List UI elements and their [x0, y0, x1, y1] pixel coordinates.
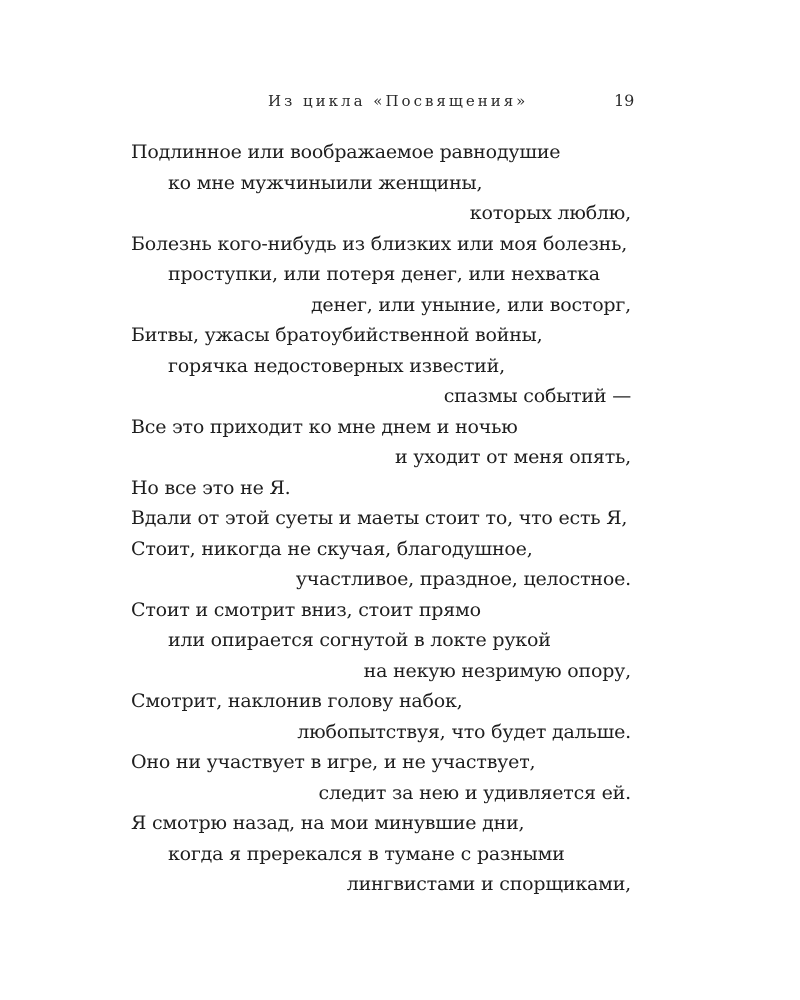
poem-line: ко мне мужчиныили женщины, [168, 171, 483, 194]
poem-line: проступки, или потеря денег, или нехватка [168, 263, 600, 285]
poem-line: любопытствуя, что будет дальше. [297, 720, 631, 743]
poem-line: Битвы, ужасы братоубийственной войны, [131, 324, 543, 346]
poem-line: Стоит, никогда не скучая, благодушное, [131, 537, 533, 560]
poem-line: лингвистами и спорщиками, [346, 873, 631, 895]
poem-line: и уходит от меня опять, [394, 446, 631, 468]
poem-line: Подлинное или воображаемое равнодушие [131, 141, 561, 163]
poem-line: Болезнь кого-нибудь из близких или моя болезнь, [131, 232, 628, 255]
poem-line: денег, или уныние, или восторг, [310, 293, 631, 316]
poem-line: Смотрит, наклонив голову набок, [131, 690, 463, 712]
page-number: 19 [614, 91, 635, 110]
poem-line: когда я пререкался в тумане с разными [168, 842, 565, 865]
poem-body [131, 137, 631, 900]
poem-line: следит за нею и удивляется ей. [318, 781, 631, 804]
poem-line: Оно ни участвует в игре, и не участвует, [131, 751, 536, 773]
poem-line: спазмы событий — [443, 385, 631, 407]
poem-line: Вдали от этой суеты и маеты стоит то, что есть Я, [131, 507, 628, 529]
poem-line: участливое, праздное, целостное. [295, 568, 631, 590]
poem-line: или опирается согнутой в локте рукой [168, 629, 551, 651]
poem-line: горячка недостоверных известий, [168, 354, 505, 377]
poem-line: Но все это не Я. [131, 476, 291, 499]
running-title: Из цикла «Посвящения» [268, 92, 529, 110]
poem-line: Все это приходит ко мне днем и ночью [131, 415, 518, 438]
poem-line: Я смотрю назад, на мои минувшие дни, [131, 812, 525, 834]
poem-line: Стоит и смотрит вниз, стоит прямо [131, 598, 481, 621]
poem-line: которых люблю, [469, 202, 631, 224]
poem-line: на некую незримую опору, [363, 659, 631, 682]
